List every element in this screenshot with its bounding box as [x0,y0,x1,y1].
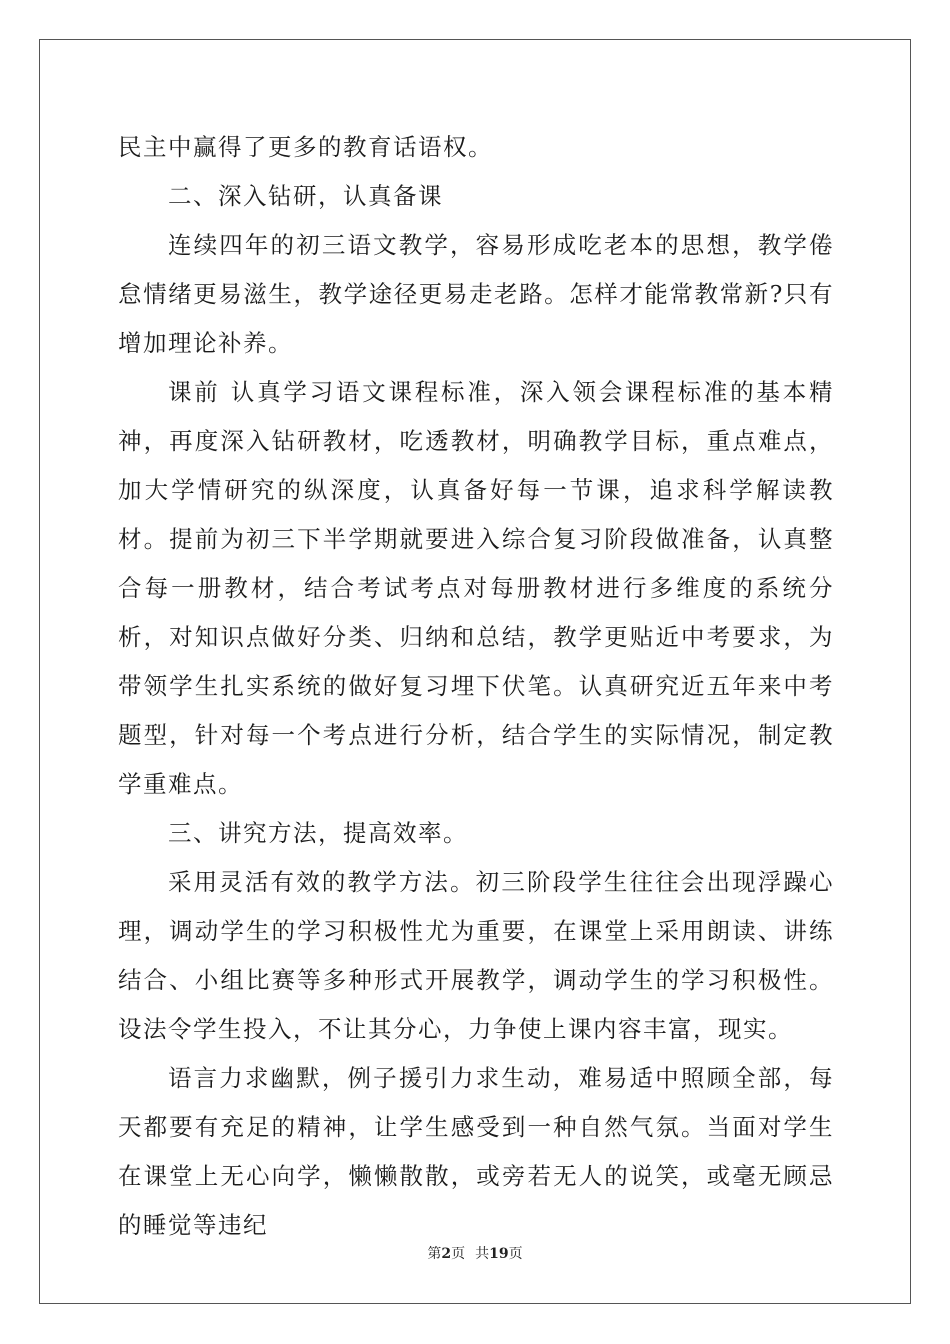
page-suffix: 页 [451,1246,466,1262]
total-pages: 19 [489,1246,509,1262]
total-prefix: 共 [475,1246,490,1262]
total-suffix: 页 [508,1246,523,1262]
paragraph-6: 采用灵活有效的教学方法。初三阶段学生往往会出现浮躁心理，调动学生的学习积极性尤为重要，在课堂上采用朗读、讲练结合、小组比赛等多种形式开展教学，调动学生的学习积极性。设法令学生投入，不让其分心，力争使上课内容丰富，现实。 [118,868,834,1043]
paragraph-3: 连续四年的初三语文教学，容易形成吃老本的思想，教学倦怠情绪更易滋生，教学途径更易走老路。怎样才能常教常新?只有增加理论补养。 [118,231,834,357]
paragraph-4: 课前 认真学习语文课程标准，深入领会课程标准的基本精神，再度深入钻研教材，吃透教材，明确教学目标，重点难点，加大学情研究的纵深度，认真备好每一节课，追求科学解读教材。提前为初三下半学期就要进入综合复习阶段做准备，认真整合每一册教材，结合考试考点对每册教材进行多维度的系统分析，对知识点做好分类、归纳和总结，教学更贴近中考要求，为带领学生扎实系统的做好复习埋下伏笔。认真研究近五年来中考题型，针对每一个考点进行分析，结合学生的实际情况，制定教学重难点。 [118,378,834,798]
section-heading-3: 三、讲究方法，提高效率。 [168,819,468,847]
document-body [118,123,834,1250]
paragraph-7: 语言力求幽默，例子援引力求生动，难易适中照顾全部，每天都要有充足的精神，让学生感受到一种自然气氛。当面对学生在课堂上无心向学，懒懒散散，或旁若无人的说笑，或毫无顾忌的睡觉等违纪 [118,1064,834,1239]
section-heading-2: 二、深入钻研，认真备课 [168,182,443,210]
paragraph-1: 民主中赢得了更多的教育话语权。 [118,133,493,161]
page-prefix: 第 [427,1246,442,1262]
page-number: 2 [441,1246,452,1262]
page-footer [0,1244,950,1264]
